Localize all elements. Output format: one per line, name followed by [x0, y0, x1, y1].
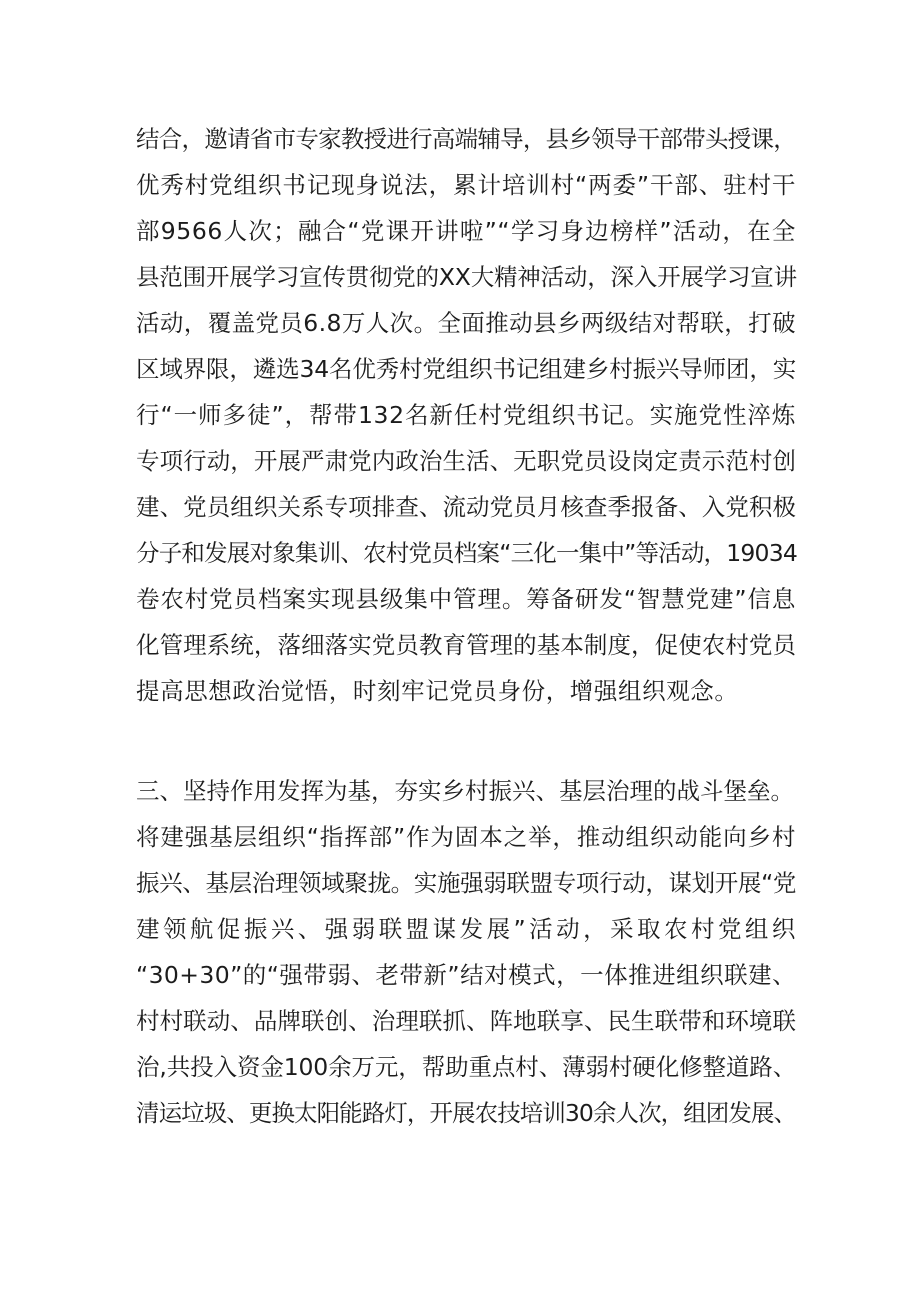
section-3-line-1: 将建强基层组织“指挥部”作为固本之举，推动组织动能向乡村 [136, 823, 796, 851]
paragraph-1-line-11: 卷农村党员档案实现县级集中管理。筹备研发“智慧党建”信息 [136, 585, 796, 613]
section-3-line-4: “30+30”的“强带弱、老带新”结对模式，一体推进组织联建、 [136, 961, 796, 989]
paragraph-1-line-12: 化管理系统，落细落实党员教育管理的基本制度，促使农村党员 [136, 631, 796, 659]
paragraph-1-line-5: 活动，覆盖党员6.8万人次。全面推动县乡两级结对帮联，打破 [136, 309, 796, 337]
section-3-heading: 三、坚持作用发挥为基，夯实乡村振兴、基层治理的战斗堡垒。 [136, 777, 794, 805]
paragraph-1-line-7: 行“一师多徒”，帮带132名新任村党组织书记。实施党性淬炼 [136, 401, 796, 429]
section-3-line-2: 振兴、基层治理领域聚拢。实施强弱联盟专项行动，谋划开展“党 [136, 869, 796, 897]
paragraph-1-line-10: 分子和发展对象集训、农村党员档案“三化一集中”等活动，19034 [136, 539, 798, 567]
paragraph-1-line-9: 建、党员组织关系专项排查、流动党员月核查季报备、入党积极 [136, 493, 796, 521]
paragraph-1-line-6: 区域界限，遴选34名优秀村党组织书记组建乡村振兴导师团，实 [136, 355, 796, 383]
paragraph-1-line-3: 部9566人次；融合“党课开讲啦”“学习身边榜样”活动，在全 [136, 217, 796, 245]
section-3-line-3: 建领航促振兴、强弱联盟谋发展”活动，采取农村党组织 [136, 915, 796, 943]
section-3-line-7: 清运垃圾、更换太阳能路灯，开展农技培训30余人次，组团发展、 [136, 1099, 796, 1127]
paragraph-1-line-4: 县范围开展学习宣传贯彻党的XX大精神活动，深入开展学习宣讲 [136, 263, 797, 291]
paragraph-1-line-1: 结合，邀请省市专家教授进行高端辅导，县乡领导干部带头授课， [136, 125, 796, 153]
section-3-line-6: 治,共投入资金100余万元，帮助重点村、薄弱村硬化修整道路、 [136, 1053, 796, 1081]
paragraph-1-line-8: 专项行动，开展严肃党内政治生活、无职党员设岗定责示范村创 [136, 447, 796, 475]
paragraph-1-line-13: 提高思想政治觉悟，时刻牢记党员身份，增强组织观念。 [136, 677, 739, 705]
paragraph-1-line-2: 优秀村党组织书记现身说法，累计培训村“两委”干部、驻村干 [136, 171, 796, 199]
section-3-line-5: 村村联动、品牌联创、治理联抓、阵地联享、民生联带和环境联 [136, 1007, 796, 1035]
